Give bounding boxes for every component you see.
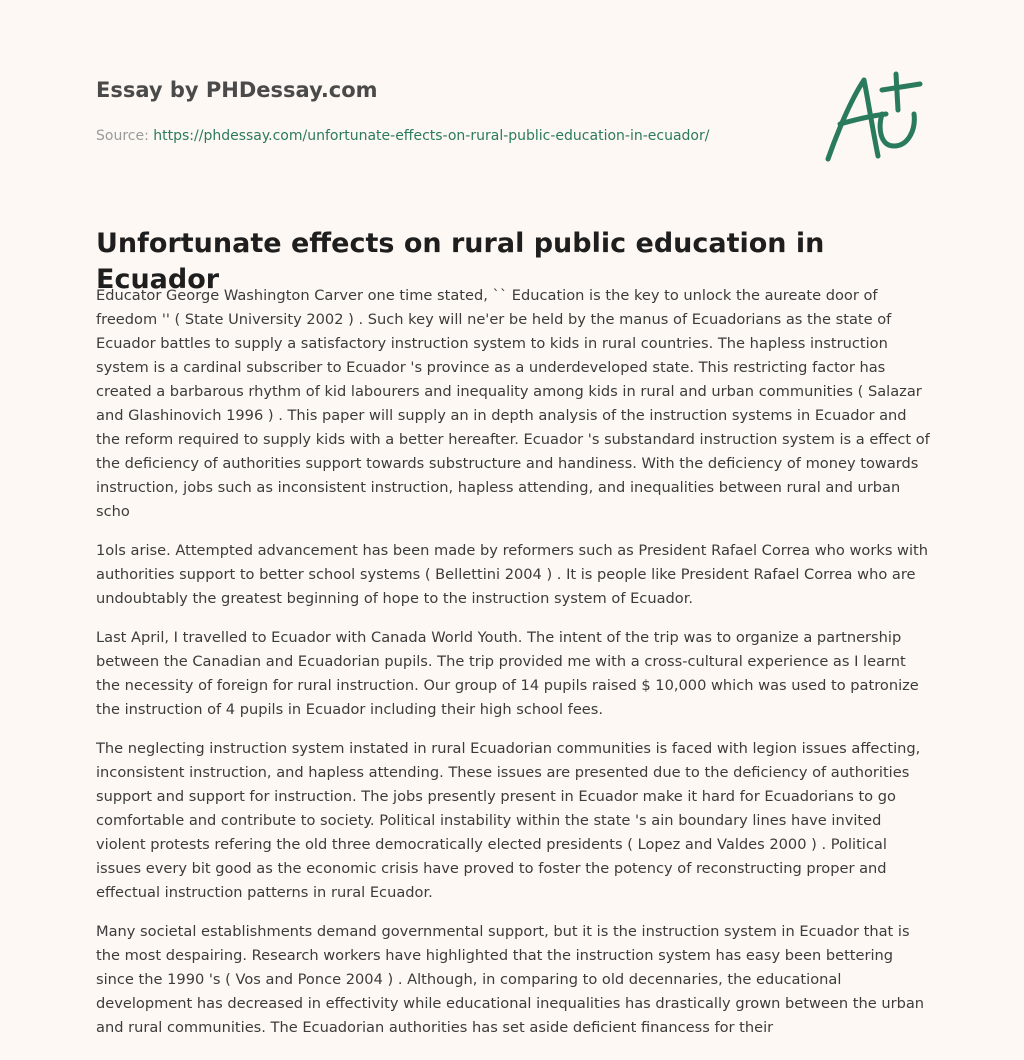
paragraph: The neglecting instruction system instated in rural Ecuadorian communities is faced with legion issues affecting, inconsistent instruction, and hapless attending. These issues are presented due to the deficiency of authorities support and support for instruction. The jobs presently present in Ecuador make it hard for Ecuadorians to go comfortable and contribute to society. Political instability within the state 's ain boundary lines have invited violent protests refering the old three democratically elected presidents ( Lopez and Valdes 2000 ) . Political issues every bit good as the economic crisis have proved to foster the potency of reconstructing proper and effectual instruction patterns in rural Ecuador. (96, 740, 921, 901)
article-body (96, 284, 932, 1055)
source-link[interactable]: https://phdessay.com/unfortunate-effects-on-rural-public-education-in-ecuador/ (153, 128, 710, 144)
source-line (96, 126, 796, 146)
paragraph: 1ols arise. Attempted advancement has been made by reformers such as President Rafael Correa who works with authorities support to better school systems ( Bellettini 2004 ) . It is people like President Rafael Correa who are undoubtably the greatest beginning of hope to the instruction system of Ecuador. (96, 542, 929, 607)
paragraph: Many societal establishments demand governmental support, but it is the instruction system in Ecuador that is the most despairing. Research workers have highlighted that the instruction system has easy been bettering since the 1990 's ( Vos and Ponce 2004 ) . Although, in comparing to old decennaries, the educational development has decreased in effectivity while educational inequalities has drastically grown between the urban and rural communities. The Ecuadorian authorities has set aside deficient financess for their (96, 923, 925, 1036)
site-header (96, 76, 796, 146)
paragraph: Last April, I travelled to Ecuador with Canada World Youth. The intent of the trip was to organize a partnership between the Canadian and Ecuadorian pupils. The trip provided me with a cross-cultural experience as I learnt the necessity of foreign for rural instruction. Our group of 14 pupils raised $ 10,000 which was used to patronize the instruction of 4 pupils in Ecuador including their high school fees. (96, 629, 919, 718)
brand-title: Essay by PHDessay.com (96, 78, 378, 102)
a-plus-logo-icon (820, 66, 930, 166)
article-title: Unfortunate effects on rural public education in Ecuador (96, 228, 825, 295)
paragraph: Educator George Washington Carver one time stated, `` Education is the key to unlock the aureate door of freedom '' ( State University 2002 ) . Such key will ne'er be held by the manus of Ecuadorians as the state of Ecuador battles to supply a satisfactory instruction system to kids in rural countries. The hapless instruction system is a cardinal subscriber to Ecuador 's province as a underdeveloped state. This restricting factor has created a barbarous rhythm of kid labourers and inequality among kids in rural and urban communities ( Salazar and Glashinovich 1996 ) . This paper will supply an in depth analysis of the instruction systems in Ecuador and the reform required to supply kids with a better hereafter. Ecuador 's substandard instruction system is a effect of the deficiency of authorities support towards substructure and handiness. With the deficiency of money towards instruction, jobs such as inconsistent instruction, hapless attending, and inequalities between rural and urban scho (96, 287, 930, 520)
source-label: Source: (96, 128, 149, 144)
